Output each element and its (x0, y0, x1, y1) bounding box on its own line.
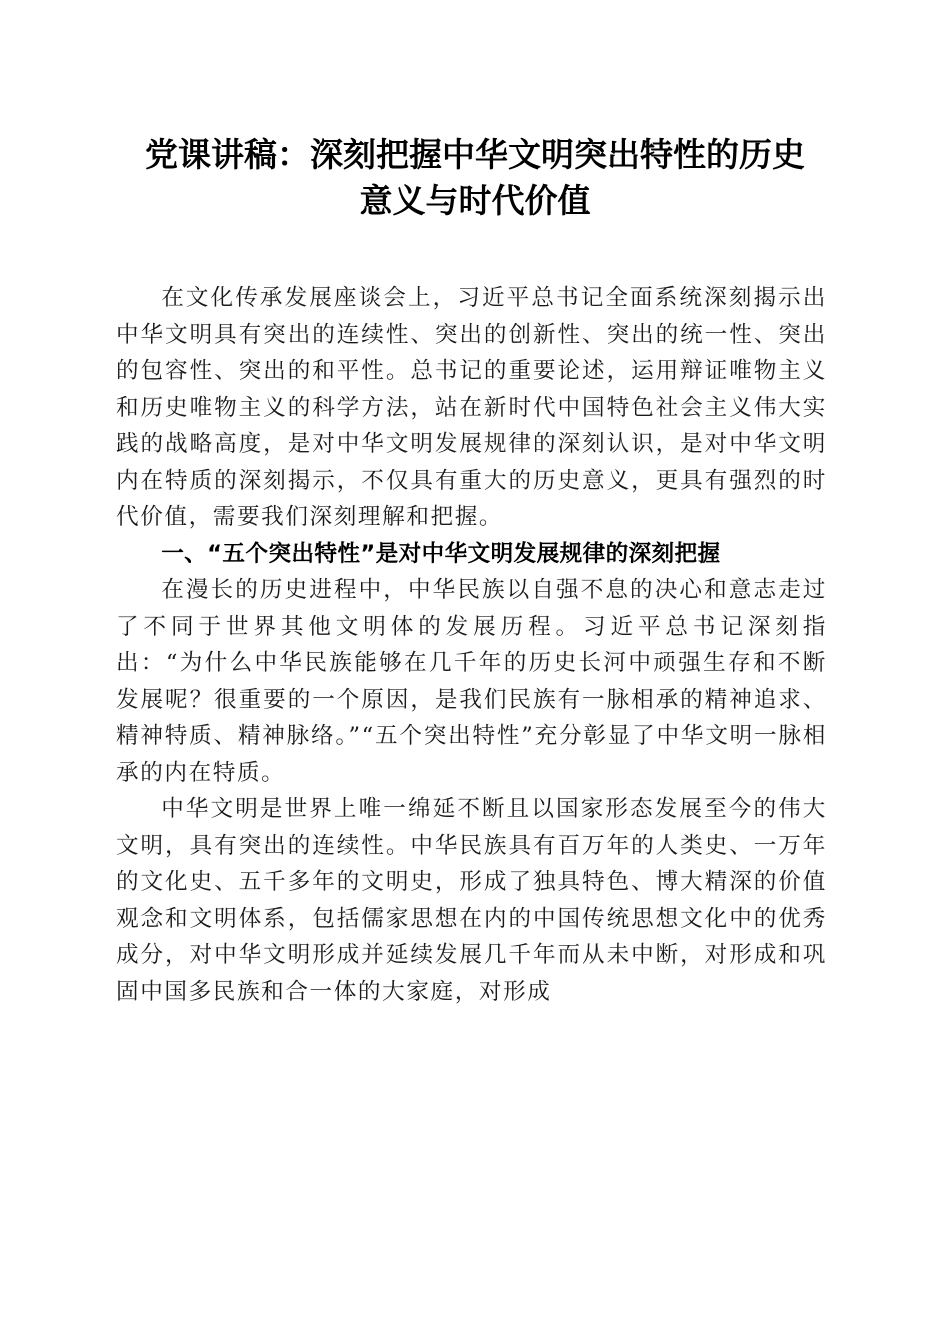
paragraph-history: 在漫长的历史进程中，中华民族以自强不息的决心和意志走过了不同于世界其他文明体的发展历程。习近平总书记深刻指出：“为什么中华民族能够在几千年的历史长河中顽强生存和不断发展呢？很重要的一个原因，是我们民族有一脉相承的精神追求、精神特质、精神脉络。”“五个突出特性”充分彰显了中华文明一脉相承的内在特质。 (116, 577, 827, 786)
document-body (116, 280, 827, 1010)
title-line-1: 党课讲稿：深刻把握中华文明突出特性的历史 (145, 135, 805, 174)
paragraph-continuity: 中华文明是世界上唯一绵延不断且以国家形态发展至今的伟大文明，具有突出的连续性。中华民族具有百万年的人类史、一万年的文化史、五千多年的文明史，形成了独具特色、博大精深的价值观念和文明体系，包括儒家思想在内的中国传统思想文化中的优秀成分，对中华文明形成并延续发展几千年而从未中断，对形成和巩固中国多民族和合一体的大家庭，对形成 (116, 796, 827, 1005)
section-heading-1: 一、“五个突出特性”是对中华文明发展规律的深刻把握 (161, 540, 721, 567)
paragraph-intro: 在文化传承发展座谈会上，习近平总书记全面系统深刻揭示出中华文明具有突出的连续性、突出的创新性、突出的统一性、突出的包容性、突出的和平性。总书记的重要论述，运用辩证唯物主义和历史唯物主义的科学方法，站在新时代中国特色社会主义伟大实践的战略高度，是对中华文明发展规律的深刻认识，是对中华文明内在特质的深刻揭示，不仅具有重大的历史意义，更具有强烈的时代价值，需要我们深刻理解和把握。 (116, 285, 827, 530)
document-title (100, 132, 850, 224)
title-line-2: 意义与时代价值 (359, 181, 591, 220)
